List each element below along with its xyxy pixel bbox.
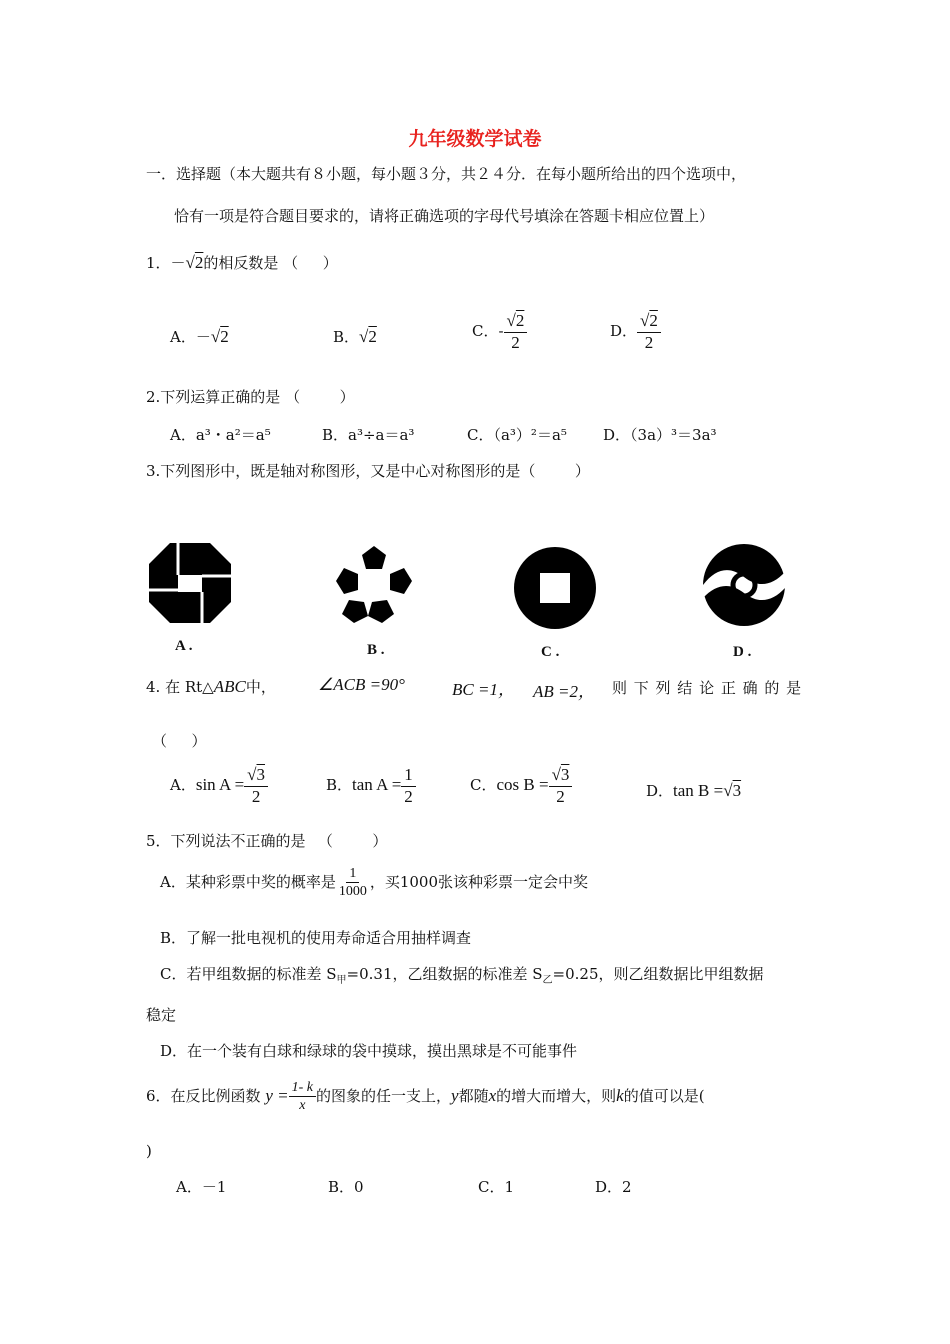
q3-label-c: C . [541, 644, 560, 660]
q4-option-a[interactable]: A．sin A = $\frac{√3}{2}$ [170, 766, 268, 806]
q6-close-paren: ) [146, 1142, 152, 1160]
q5-option-c[interactable]: C．若甲组数据的标准差 $S_甲=0.31$，乙组数据的标准差 $S_乙=0.25$，则乙组数据比甲组数据 [160, 965, 764, 986]
q6-option-b[interactable]: B．0 [328, 1178, 364, 1196]
q6-option-d[interactable]: D．2 [595, 1178, 632, 1196]
exam-title: 九年级数学试卷 [408, 128, 542, 150]
q4-option-b[interactable]: B．tan A = $\frac{1}{2}$ [326, 766, 416, 806]
q6-option-c[interactable]: C．1 [478, 1178, 515, 1196]
q2-option-d[interactable]: D．（3a）³＝3a³ [603, 426, 717, 444]
q4-bc: BC =1， [452, 680, 515, 699]
q1-option-d[interactable]: D． $\frac{√2}{2}$ [610, 312, 661, 352]
q3-label-d: D . [733, 644, 752, 660]
question-5: 5．下列说法不正确的是 （ ） [146, 832, 388, 850]
q3-label-a: A . [175, 638, 193, 654]
q4-ab: AB =2， [533, 682, 595, 701]
q2-option-c[interactable]: C．（a³）²＝a⁵ [467, 426, 567, 444]
five-pentagons-figure[interactable] [332, 544, 416, 624]
q6-option-a[interactable]: A．－1 [176, 1178, 227, 1196]
q1-sqrt: √2 [185, 253, 204, 272]
q5-option-d[interactable]: D．在一个装有白球和绿球的袋中摸球，摸出黑球是不可能事件 [160, 1042, 578, 1060]
q1-stem: 的相反数是 （ ） [203, 254, 338, 272]
question-2: 2.下列运算正确的是 （ ） [146, 388, 355, 406]
wave-circle-figure[interactable] [702, 544, 786, 626]
coin-square-hole-figure[interactable] [512, 546, 598, 630]
q2-option-b[interactable]: B．a³÷a＝a³ [322, 426, 415, 444]
q4-angle: ∠ACB =90° [318, 675, 405, 694]
question-3: 3.下列图形中，既是轴对称图形，又是中心对称图形的是（ ） [146, 462, 590, 480]
q1-option-b[interactable]: B．√2 [333, 327, 377, 346]
q4-option-c[interactable]: C．cos B = $\frac{√3}{2}$ [470, 766, 572, 806]
q3-label-b: B . [367, 642, 385, 658]
q1-option-a[interactable]: A．－√2 [170, 327, 229, 346]
q1-number: 1．－ [146, 254, 186, 272]
section-instructions-line1: 一．选择题（本大题共有８小题，每小题３分，共２４分．在每小题所给出的四个选项中， [146, 165, 747, 183]
octagon-spiral-figure[interactable] [148, 542, 232, 624]
section-instructions-line2: 恰有一项是符合题目要求的，请将正确选项的字母代号填涂在答题卡相应位置上） [174, 207, 715, 225]
q5-option-c-continued: 稳定 [146, 1006, 177, 1024]
q5-option-b[interactable]: B．了解一批电视机的使用寿命适合用抽样调查 [160, 929, 472, 947]
q4-option-d[interactable]: D．tan B =√3 [646, 781, 742, 800]
question-4: 4. 在 Rt△ABC中， [146, 677, 276, 696]
question-6: 6．在反比例函数 y = $\frac{1- k}{x}$ 的图象的任一支上，y都随x的增大而增大，则k的值可以是( [146, 1080, 705, 1114]
q4-stem-end: 则 下 列 结 论 正 确 的 是 [612, 679, 802, 697]
q1-option-c[interactable]: C．- $\frac{√2}{2}$ [472, 312, 527, 352]
q4-paren: （ ） [152, 732, 207, 750]
q5-option-a[interactable]: A．某种彩票中奖的概率是 $\frac{1}{1000}$ ，买1000张该种彩票一定会中奖 [160, 866, 589, 900]
q2-option-a[interactable]: A．a³・a²＝a⁵ [170, 426, 271, 444]
question-1 [146, 252, 338, 273]
